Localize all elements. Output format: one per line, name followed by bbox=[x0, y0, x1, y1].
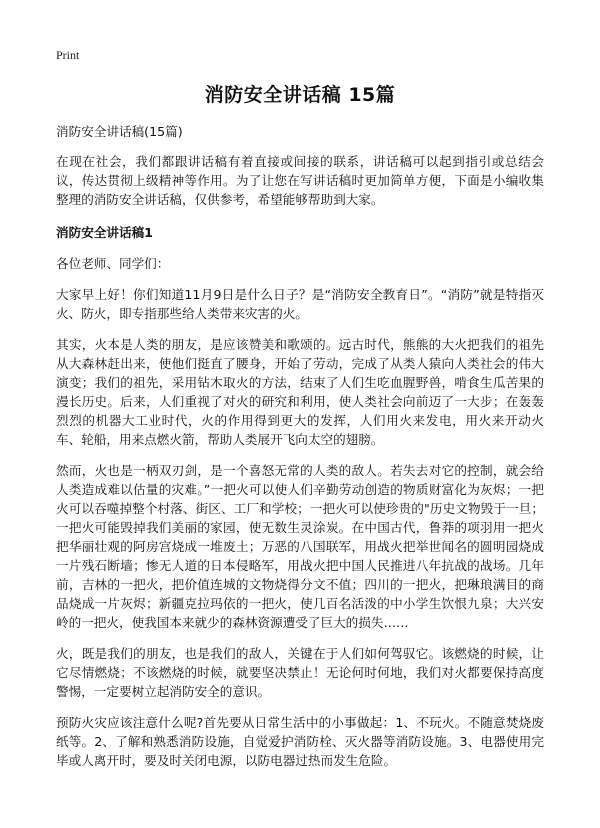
body-paragraph-2: 其实，火本是人类的朋友，是应该赞美和歌颂的。远古时代，熊熊的大火把我们的祖先从大森林赶出来，使他们挺直了腰身，开始了劳动，完成了从类人猿向人类社会的伟大演变；我们的祖先，采用钻木取火的方法，结束了人们生吃血腥野兽，啃食生瓜苦果的漫长历史。后来，人们重视了对火的研究和利用，使人类社会向前迈了一大步；在轰轰烈烈的机器大工业时代，火的作用得到更大的发挥，人们用火来发电，用火来开动火车、轮船，用来点燃火箭，帮助人类展开飞向太空的翅膀。 bbox=[56, 337, 544, 447]
document-body bbox=[56, 122, 544, 782]
body-paragraph-5: 预防火灾应该注意什么呢?首先要从日常生活中的小事做起：1、不玩火。不随意焚烧废纸等。2、了解和熟悉消防设施，自觉爱护消防栓、灭火器等消防设施。3、电器使用完毕或人离开时，要及时关闭电源，以防电器过热而发生危险。 bbox=[56, 715, 544, 768]
print-link[interactable]: Print bbox=[56, 48, 80, 62]
body-paragraph-4: 火，既是我们的朋友，也是我们的敌人，关键在于人们如何驾驭它。该燃烧的时候，让它尽情燃烧；不该燃烧的时候，就要坚决禁止！无论何时何地，我们对火都要保持高度警惕，一定要树立起消防安全的意识。 bbox=[56, 646, 544, 699]
greeting-paragraph: 各位老师、同学们： bbox=[56, 256, 170, 271]
section-heading: 消防安全讲话稿1 bbox=[56, 225, 153, 240]
document-subtitle: 消防安全讲话稿(15篇) bbox=[56, 124, 183, 139]
body-paragraph-1: 大家早上好！你们知道11月9日是什么日子？是“消防安全教育日”。“消防”就是特指灭火、防火，即专指那些给人类带来灾害的火。 bbox=[56, 287, 544, 321]
body-paragraph-3: 然而，火也是一柄双刃剑，是一个喜怒无常的人类的敌人。若失去对它的控制，就会给人类造成难以估量的灾难。”一把火可以使人们辛勤劳动创造的物质财富化为灰烬；一把火可以吞噬掉整个村落、街区、工厂和学校；一把火可以使珍贵的"历史文物毁于一旦；一把火可能毁掉我们美丽的家园，使无数生灵涂炭。在中国古代，鲁莽的项羽用一把火把华丽壮观的阿房宫烧成一堆废土；万恶的八国联军，用战火把举世闻名的圆明园烧成一片残石断墙；惨无人道的日本侵略军，用战火把中国人民推进八年抗战的战场。几年前，吉林的一把火，把价值连城的文物烧得分文不值；四川的一把火，把琳琅满目的商品烧成一片灰烬；新疆克拉玛依的一把火，使几百名活泼的中小学生饮恨九泉；大兴安岭的一把火，使我国本来就少的森林资源遭受了巨大的损失…… bbox=[56, 463, 544, 630]
intro-paragraph: 在现在社会，我们都跟讲话稿有着直接或间接的联系，讲话稿可以起到指引或总结会议，传达贯彻上级精神等作用。为了让您在写讲话稿时更加简单方便，下面是小编收集整理的消防安全讲话稿，仅供参考，希望能够帮助到大家。 bbox=[56, 154, 544, 207]
page-title: 消防安全讲话稿 15篇 bbox=[204, 84, 396, 106]
